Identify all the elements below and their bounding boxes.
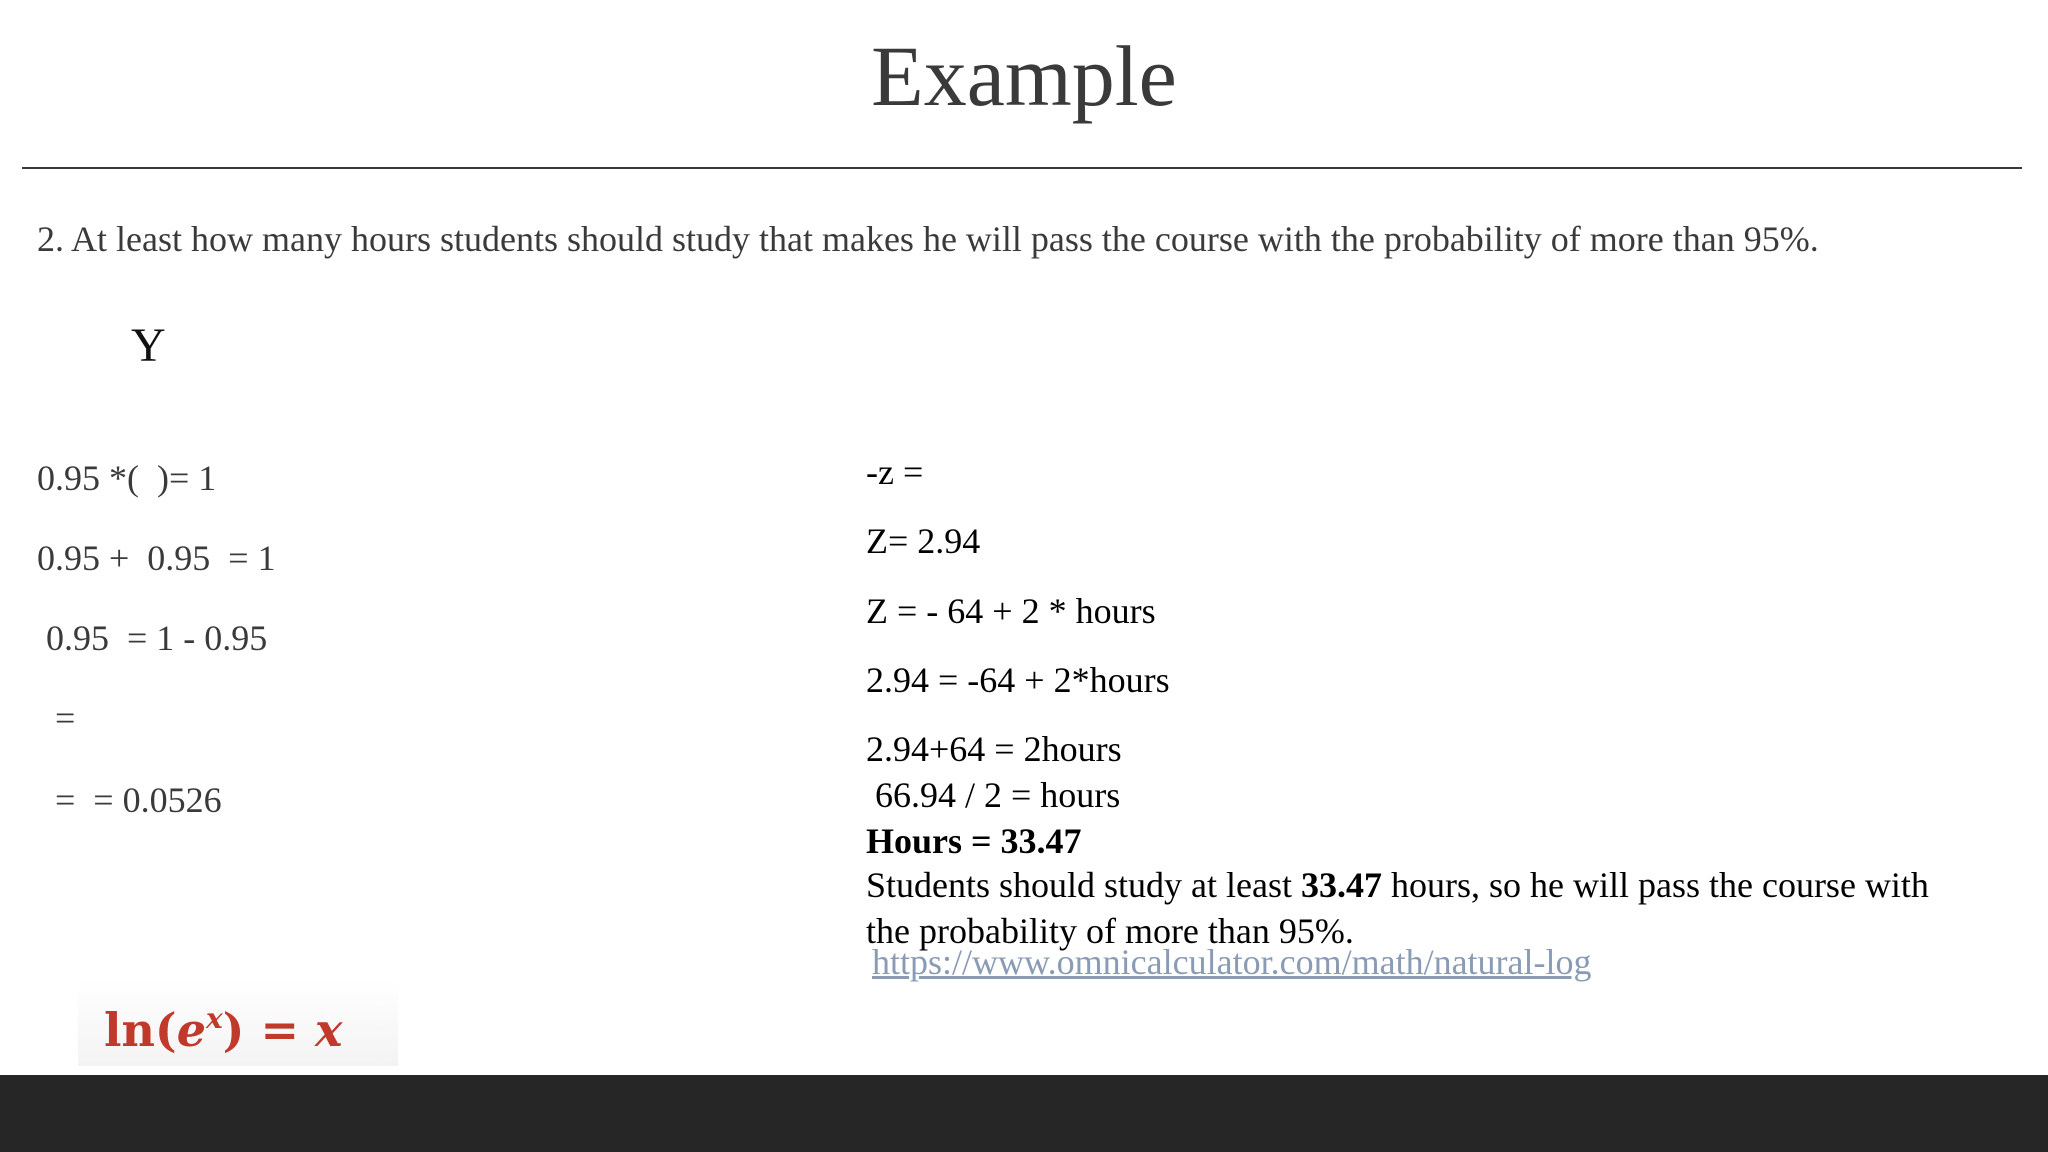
left-equation-1: 0.95 *( )= 1 <box>37 458 217 498</box>
conclusion-value: 33.47 <box>1301 865 1382 905</box>
result-line: Hours = 33.47 <box>866 821 1082 861</box>
left-equation-4: = <box>37 698 76 738</box>
right-equation-6: 66.94 / 2 = hours <box>866 775 1121 815</box>
y-label: Y <box>131 319 166 372</box>
right-equation-2: Z= 2.94 <box>866 521 981 561</box>
left-equation-3: 0.95 = 1 - 0.95 <box>37 618 268 658</box>
formula-ln: ln( <box>104 1003 177 1057</box>
conclusion-part-1: Students should study at least <box>866 865 1301 905</box>
slide-title: Example <box>871 28 1177 124</box>
left-equation-5: = = 0.0526 <box>37 780 222 820</box>
omnicalculator-link[interactable]: https://www.omnicalculator.com/math/natural-log <box>872 942 1592 982</box>
right-equation-3: Z = - 64 + 2 * hours <box>866 591 1156 631</box>
question-text: 2. At least how many hours students should study that makes he will pass the course with the probability of more than 95%. <box>37 219 1819 259</box>
conclusion-part-2: hours, so he will pass the course with the probability of more than 95%. <box>866 865 1929 951</box>
title-divider <box>22 167 2022 169</box>
formula-rhs: x <box>315 1003 343 1057</box>
formula-close: ) = <box>222 1003 316 1057</box>
bottom-bar <box>0 1075 2048 1152</box>
natural-log-formula <box>104 984 342 1065</box>
formula-base: e <box>176 1003 206 1057</box>
right-equation-1: -z = <box>866 452 924 492</box>
right-equation-4: 2.94 = -64 + 2*hours <box>866 660 1170 700</box>
left-equation-2: 0.95 + 0.95 = 1 <box>37 538 276 578</box>
formula-exponent: x <box>205 1002 223 1035</box>
right-equation-5: 2.94+64 = 2hours <box>866 729 1122 769</box>
